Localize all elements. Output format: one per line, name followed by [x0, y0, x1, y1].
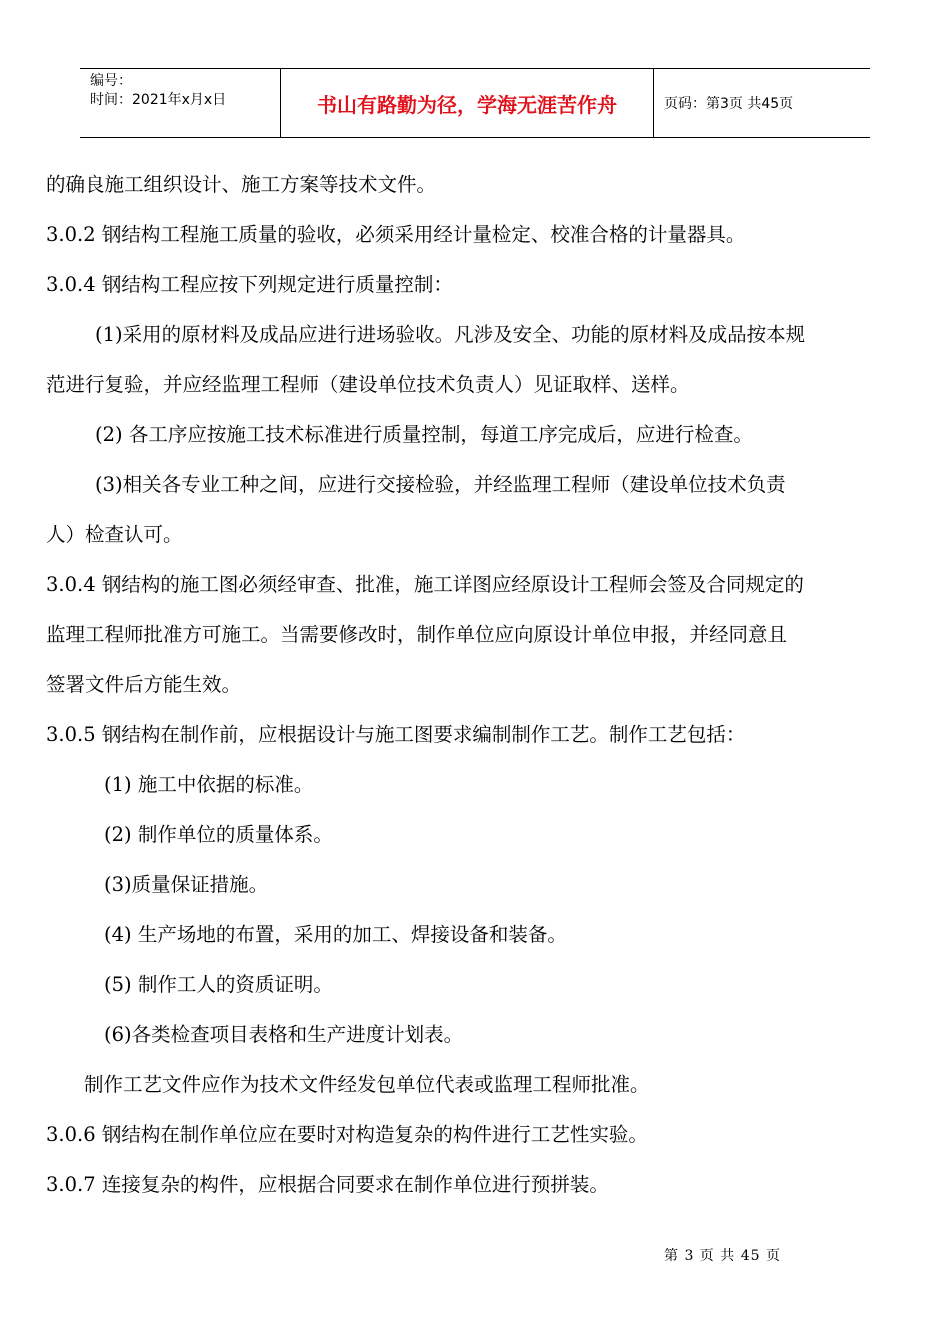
body-line: 的确良施工组织设计、施工方案等技术文件。: [46, 173, 437, 196]
body-line: 3.0.5 钢结构在制作前，应根据设计与施工图要求编制制作工艺。制作工艺包括：: [46, 723, 746, 746]
header-motto: 书山有路勤为径，学海无涯苦作舟: [281, 69, 654, 137]
body-line: 范进行复验，并应经监理工程师（建设单位技术负责人）见证取样、送样。: [46, 373, 690, 396]
document-body: [46, 160, 908, 1210]
body-line: (3)相关各专业工种之间，应进行交接检验，并经监理工程师（建设单位技术负责: [95, 473, 786, 496]
list-item: (3)质量保证措施。: [104, 873, 269, 896]
body-line: 签署文件后方能生效。: [46, 673, 242, 696]
body-line: 3.0.2 钢结构工程施工质量的验收，必须采用经计量检定、校准合格的计量器具。: [46, 223, 746, 246]
header-page-info: 页码：第3页 共45页: [664, 96, 794, 112]
date-label: 时间：2021年x月x日: [90, 92, 227, 108]
list-item: (5) 制作工人的资质证明。: [104, 973, 333, 996]
body-line: 制作工艺文件应作为技术文件经发包单位代表或监理工程师批准。: [84, 1073, 650, 1096]
body-line: (2) 各工序应按施工技术标准进行质量控制，每道工序完成后，应进行检查。: [95, 423, 753, 446]
list-item: (6)各类检查项目表格和生产进度计划表。: [104, 1023, 464, 1046]
header-meta: [80, 69, 281, 137]
number-label: 编号：: [90, 73, 132, 89]
body-line: 3.0.6 钢结构在制作单位应在要时对构造复杂的构件进行工艺性实验。: [46, 1123, 648, 1146]
list-item: (2) 制作单位的质量体系。: [104, 823, 333, 846]
page-footer: 第 3 页 共 45 页: [664, 1248, 781, 1264]
list-item: (4) 生产场地的布置，采用的加工、焊接设备和装备。: [104, 923, 567, 946]
list-item: (1) 施工中依据的标准。: [104, 773, 314, 796]
page-header: [80, 68, 870, 138]
body-line: (1)采用的原材料及成品应进行进场验收。凡涉及安全、功能的原材料及成品按本规: [95, 323, 806, 346]
body-line: 3.0.4 钢结构的施工图必须经审查、批准，施工详图应经原设计工程师会签及合同规定的: [46, 573, 804, 596]
body-line: 人）检查认可。: [46, 523, 183, 546]
body-line: 监理工程师批准方可施工。当需要修改时，制作单位应向原设计单位申报，并经同意且: [46, 623, 788, 646]
body-line: 3.0.7 连接复杂的构件，应根据合同要求在制作单位进行预拼装。: [46, 1173, 609, 1196]
body-line: 3.0.4 钢结构工程应按下列规定进行质量控制：: [46, 273, 453, 296]
